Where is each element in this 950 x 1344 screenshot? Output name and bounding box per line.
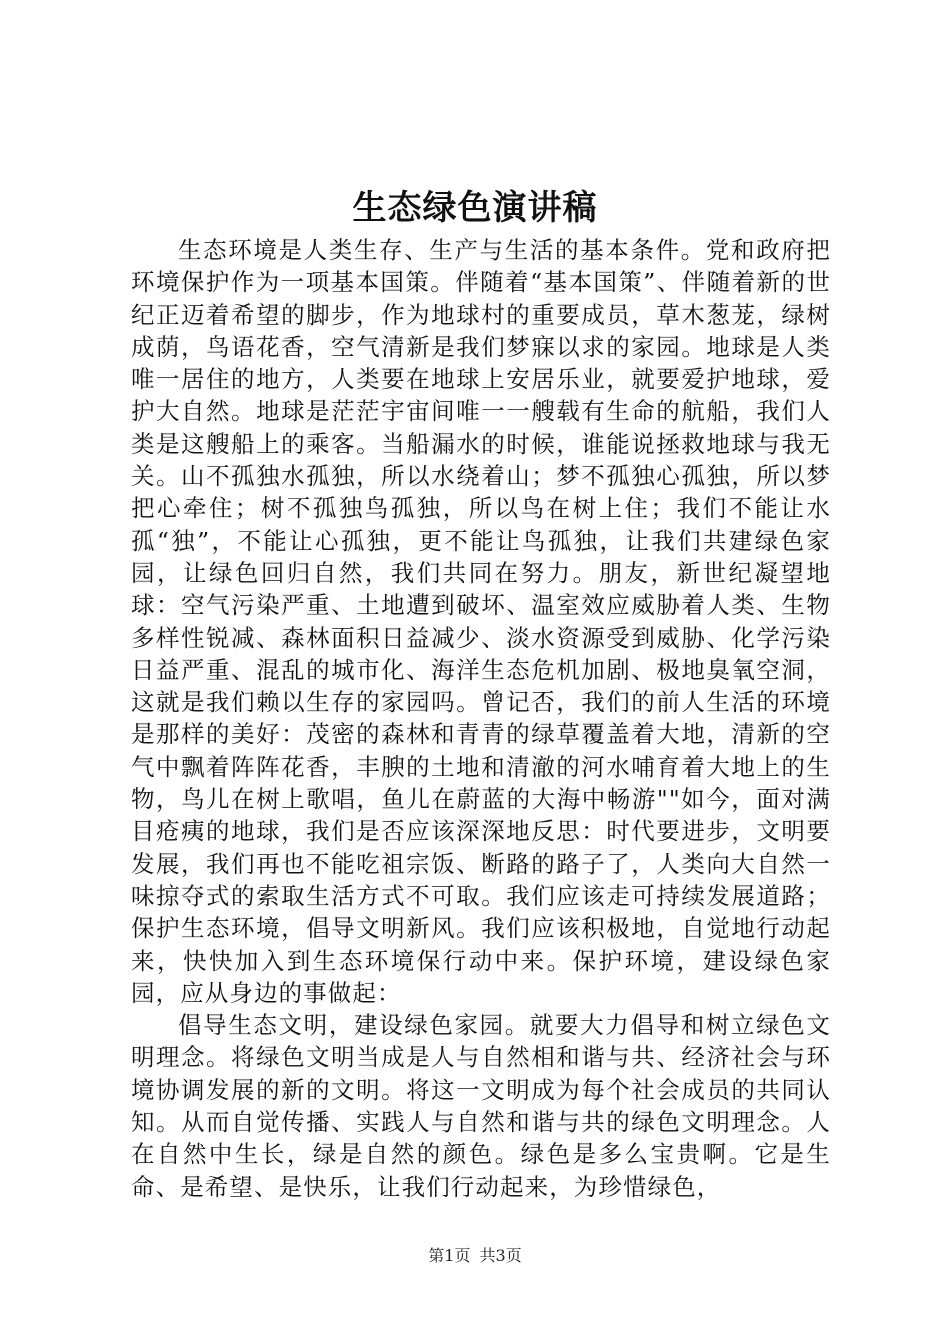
document-title: 生态绿色演讲稿 [352,188,598,228]
page-footer [0,1245,950,1267]
page-number: 第1页 [428,1246,471,1265]
page-total: 共3页 [479,1246,522,1265]
document-body [131,234,831,1203]
body-paragraph-2: 倡导生态文明，建设绿色家园。就要大力倡导和树立绿色文明理念。将绿色文明当成是人与自然相和谐与共、经济社会与环境协调发展的新的文明。将这一文明成为每个社会成员的共同认知。从而自觉传播、实践人与自然和谐与共的绿色文明理念。人在自然中生长，绿是自然的颜色。绿色是多么宝贵啊。它是生命、是希望、是快乐，让我们行动起来，为珍惜绿色， [131,1011,831,1201]
body-paragraph-1: 生态环境是人类生存、生产与生活的基本条件。党和政府把环境保护作为一项基本国策。伴随着“基本国策”、伴随着新的世纪正迈着希望的脚步，作为地球村的重要成员，草木葱茏，绿树成荫，鸟语花香，空气清新是我们梦寐以求的家园。地球是人类唯一居住的地方，人类要在地球上安居乐业，就要爱护地球，爱护大自然。地球是茫茫宇宙间唯一一艘载有生命的航船，我们人类是这艘船上的乘客。当船漏水的时候，谁能说拯救地球与我无关。山不孤独水孤独，所以水绕着山；梦不孤独心孤独，所以梦把心牵住；树不孤独鸟孤独，所以鸟在树上住；我们不能让水孤“独”，不能让心孤独，更不能让鸟孤独，让我们共建绿色家园，让绿色回归自然，我们共同在努力。朋友，新世纪凝望地球：空气污染严重、土地遭到破坏、温室效应威胁着人类、生物多样性锐减、森林面积日益减少、淡水资源受到威胁、化学污染日益严重、混乱的城市化、海洋生态危机加剧、极地臭氧空洞，这就是我们赖以生存的家园吗。曾记否，我们的前人生活的环境是那样的美好：茂密的森林和青青的绿草覆盖着大地，清新的空气中飘着阵阵花香，丰腴的土地和清澈的河水哺育着大地上的生物，鸟儿在树上歌唱，鱼儿在蔚蓝的大海中畅游""如今，面对满目疮痍的地球，我们是否应该深深地反思：时代要进步，文明要发展，我们再也不能吃祖宗饭、断路的路子了，人类向大自然一味掠夺式的索取生活方式不可取。我们应该走可持续发展道路；保护生态环境，倡导文明新风。我们应该积极地，自觉地行动起来，快快加入到生态环境保行动中来。保护环境，建设绿色家园，应从身边的事做起： [131,236,831,1007]
